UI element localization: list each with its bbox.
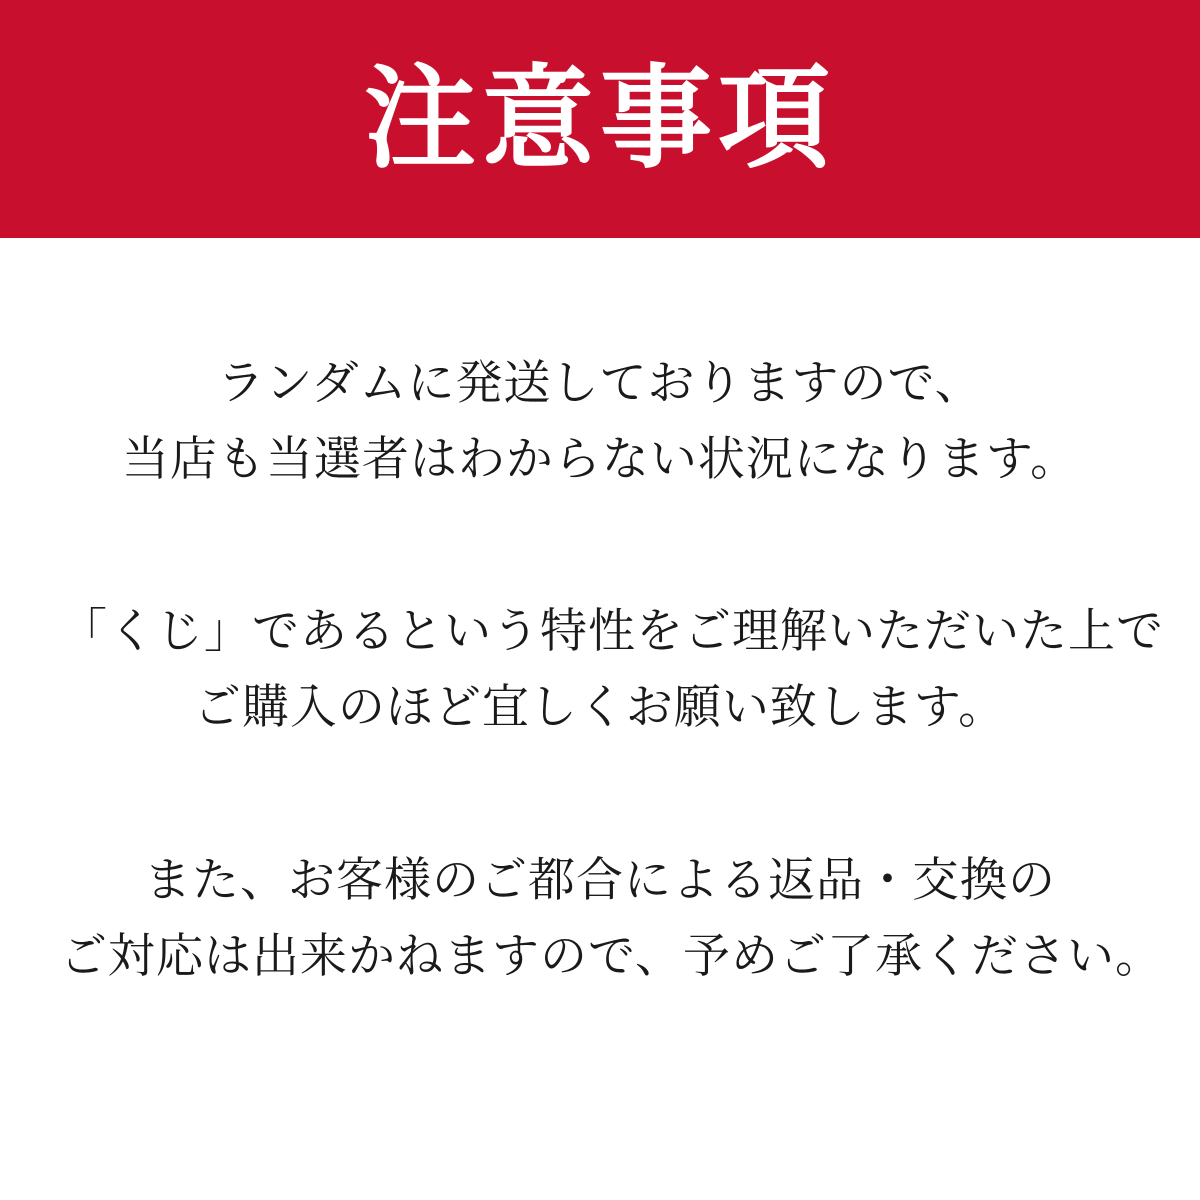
paragraph-line: ご対応は出来かねますので、予めご了承ください。 — [60, 928, 1164, 984]
paragraph-spacer — [0, 747, 1200, 843]
paragraph-random-shipping — [0, 346, 1200, 498]
header-band — [0, 0, 1200, 238]
paragraph-line: 「くじ」であるという特性をご理解いただいた上で — [60, 604, 1164, 660]
paragraph-line: ランダムに発送しておりますので、 — [217, 356, 983, 411]
paragraph-lottery-understanding — [0, 594, 1200, 746]
paragraph-spacer — [0, 498, 1200, 594]
paragraph-line: 当店も当選者はわからない状況になります。 — [121, 432, 1079, 488]
paragraph-line: また、お客様のご都合による返品・交換の — [144, 852, 1056, 908]
paragraph-line: ご購入のほど宜しくお願い致します。 — [193, 680, 1007, 736]
paragraph-no-returns — [0, 843, 1200, 995]
page-title: 注意事項 — [364, 54, 836, 184]
notice-body — [0, 238, 1200, 1200]
